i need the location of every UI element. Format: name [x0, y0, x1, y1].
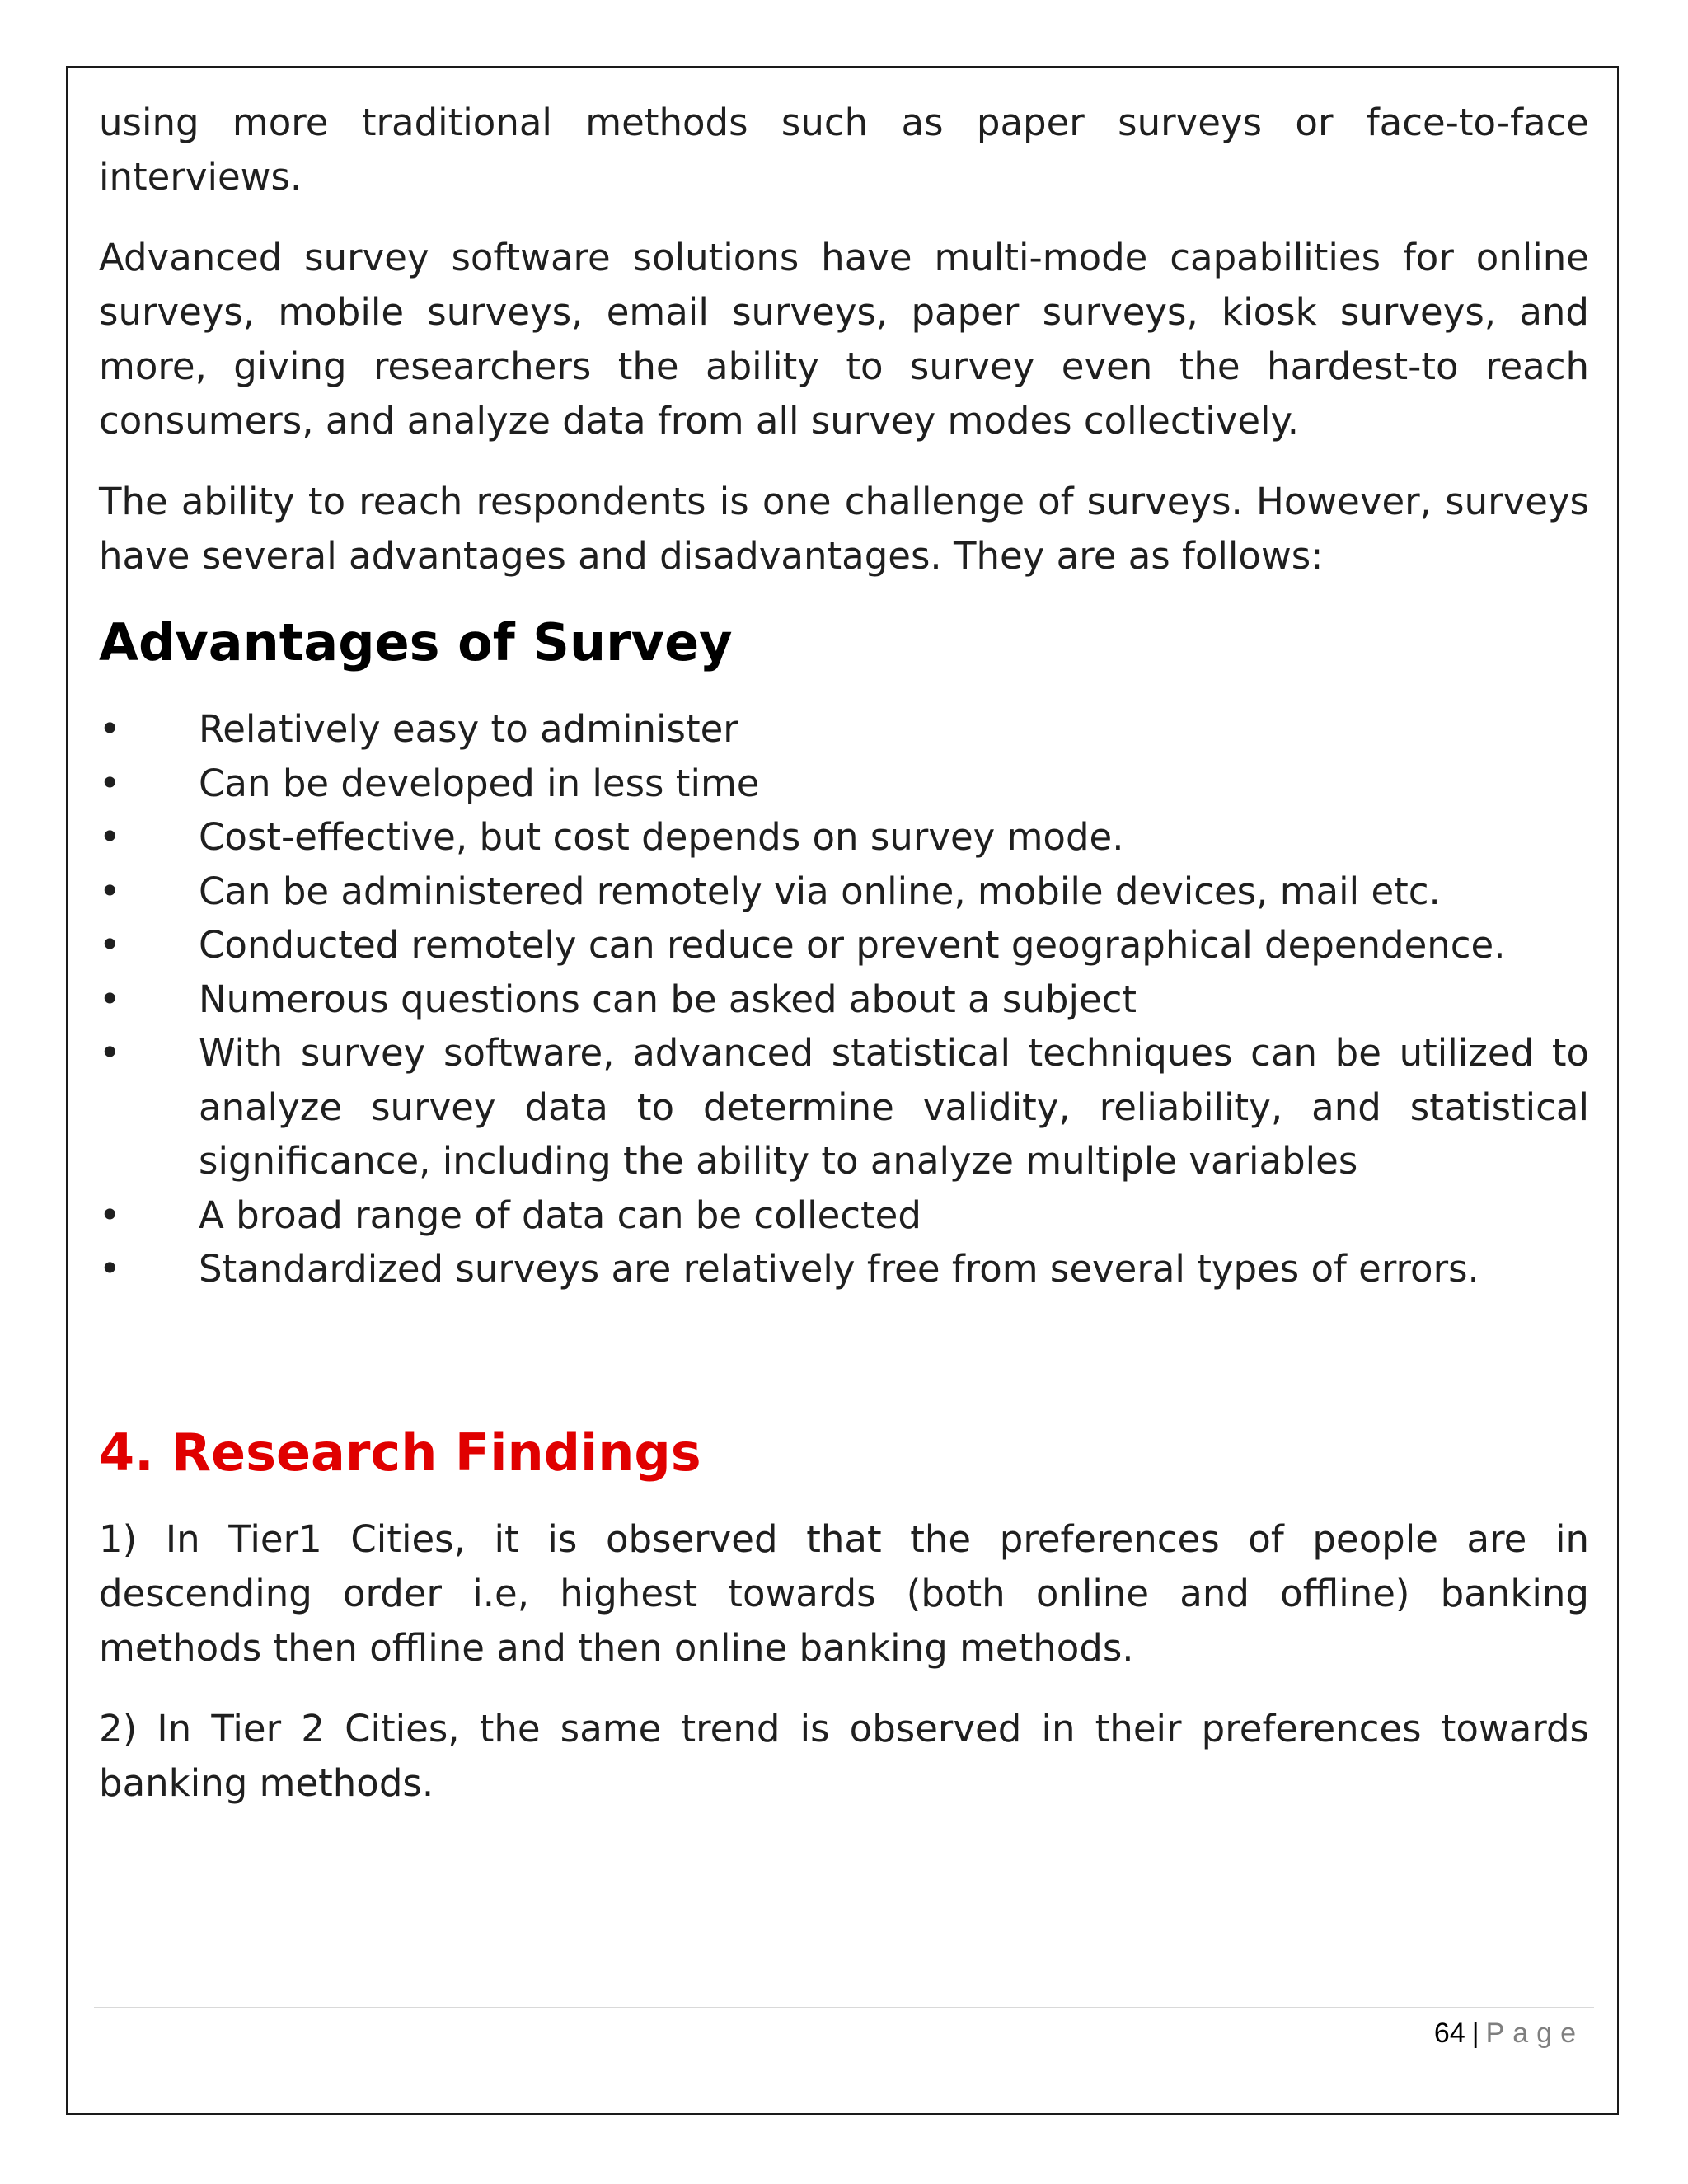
- page-footer: [1434, 2014, 1584, 2052]
- list-item-text: Can be developed in less time: [199, 761, 760, 805]
- paragraph-reach-respondents: The ability to reach respondents is one challenge of surveys. However, surveys have several advantages and disadvantages. They are as follows:: [99, 480, 1589, 578]
- bullet-icon: •: [99, 1193, 121, 1237]
- bullet-icon: •: [99, 923, 121, 967]
- bullet-icon: •: [99, 815, 121, 859]
- advantages-heading: Advantages of Survey: [99, 612, 733, 673]
- research-findings-heading: 4. Research Findings: [99, 1422, 701, 1483]
- list-item-text: Cost-effective, but cost depends on survey mode.: [199, 815, 1124, 859]
- list-item: [99, 1242, 1589, 1296]
- list-item-text: Numerous questions can be asked about a subject: [199, 977, 1137, 1021]
- paragraph-survey-software: Advanced survey software solutions have multi-mode capabilities for online surveys, mobile surveys, email surveys, paper surveys, kiosk surveys, and more, giving researchers the ability to survey even the hardest-to reach consumers, and analyze data from all survey modes collectively.: [99, 236, 1589, 443]
- page-content: [99, 96, 1589, 1837]
- list-item: [99, 972, 1589, 1027]
- page-number: 64: [1433, 2018, 1465, 2049]
- list-item: [99, 702, 1589, 757]
- bullet-icon: •: [99, 1247, 121, 1291]
- list-item-text: Standardized surveys are relatively free from several types of errors.: [199, 1247, 1479, 1291]
- list-item: [99, 757, 1589, 811]
- footer-separator: |: [1471, 2018, 1479, 2049]
- bullet-icon: •: [99, 761, 121, 805]
- page-label: Page: [1485, 2018, 1584, 2049]
- list-item: [99, 810, 1589, 865]
- bullet-icon: •: [99, 869, 121, 913]
- bullet-icon: •: [99, 1031, 121, 1075]
- list-item: [99, 918, 1589, 972]
- paragraph-intro-continuation: using more traditional methods such as paper surveys or face-to-face interviews.: [99, 101, 1589, 199]
- bullet-icon: •: [99, 707, 121, 751]
- list-item-text: Relatively easy to administer: [199, 707, 738, 751]
- finding-tier2: 2) In Tier 2 Cities, the same trend is observed in their preferences towards banking methods.: [99, 1706, 1589, 1805]
- list-item: [99, 865, 1589, 919]
- list-item-text: A broad range of data can be collected: [199, 1193, 921, 1237]
- advantages-list: [99, 702, 1589, 1296]
- list-item-text: Can be administered remotely via online, mobile devices, mail etc.: [199, 869, 1441, 913]
- bullet-icon: •: [99, 977, 121, 1021]
- list-item: [99, 1188, 1589, 1243]
- list-item: [99, 1026, 1589, 1188]
- list-item-text: Conducted remotely can reduce or prevent geographical dependence.: [199, 923, 1506, 967]
- list-item-text: With survey software, advanced statistical techniques can be utilized to analyze survey data to determine validity, reliability, and statistical significance, including the ability to analyze multiple variables: [199, 1031, 1589, 1183]
- footer-divider: [94, 2007, 1594, 2008]
- finding-tier1: 1) In Tier1 Cities, it is observed that the preferences of people are in descending order i.e, highest towards (both online and offline) banking methods then offline and then online banking methods.: [99, 1516, 1589, 1670]
